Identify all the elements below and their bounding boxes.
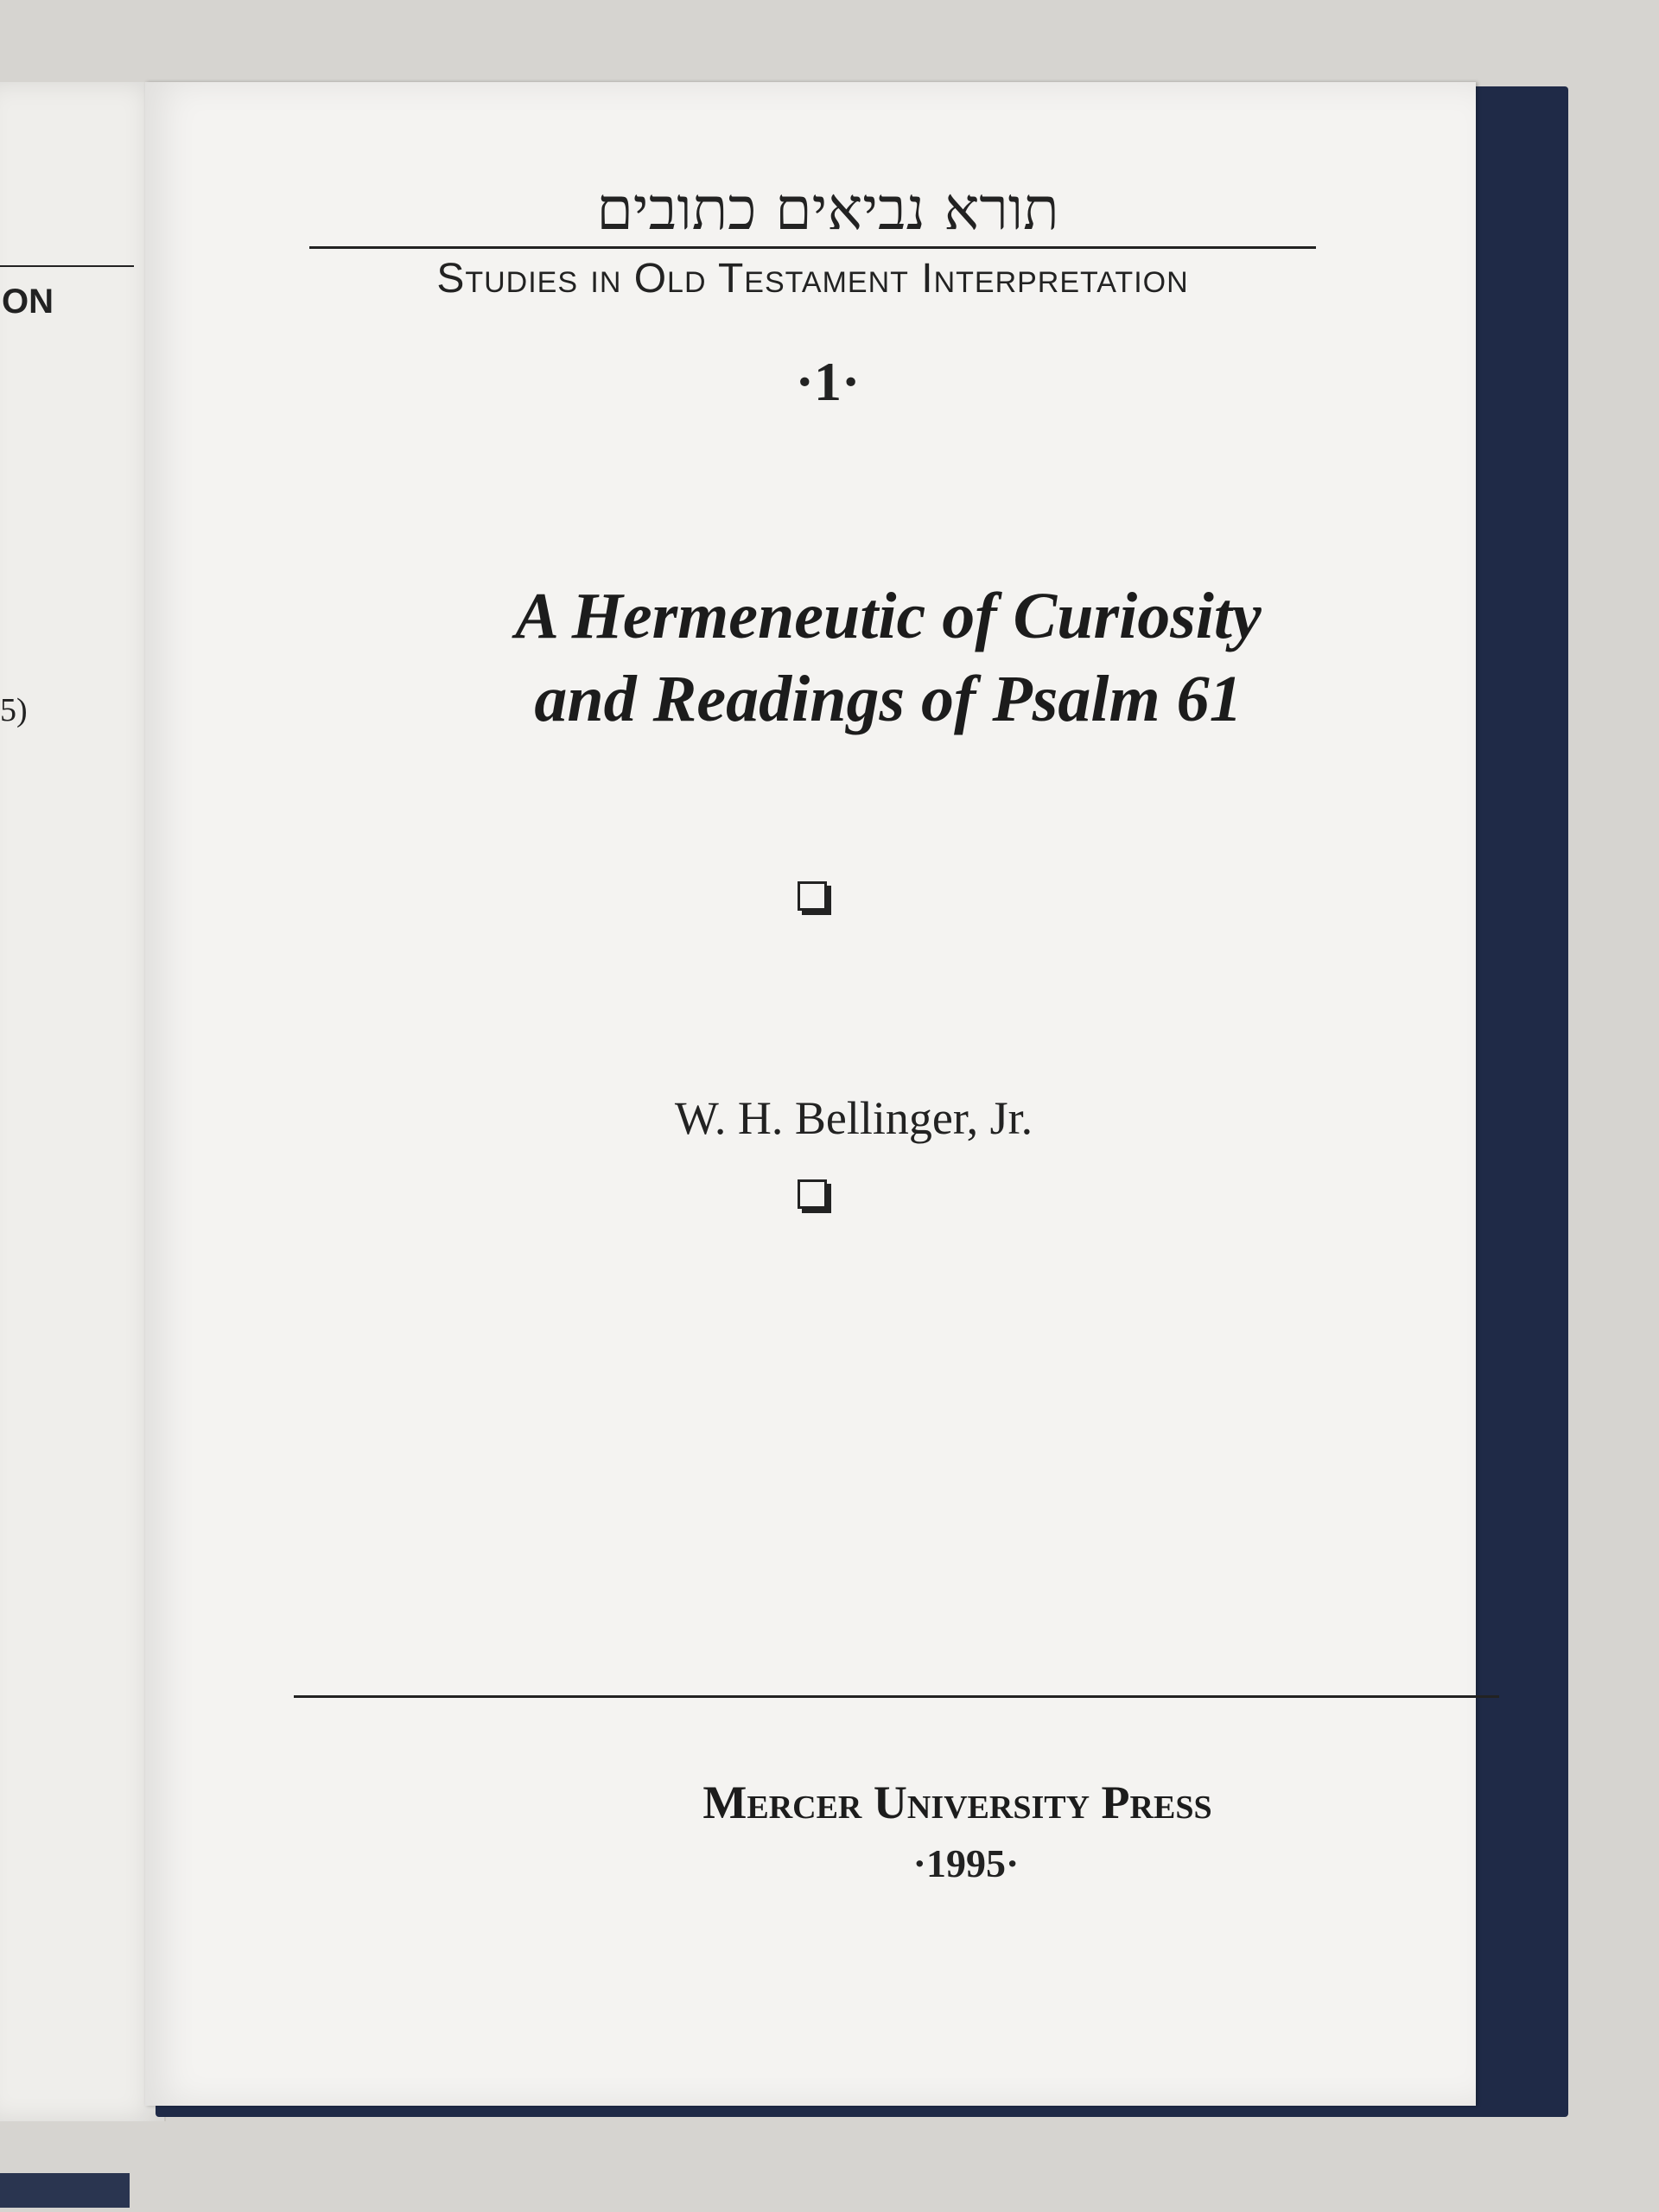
author-name: W. H. Bellinger, Jr. bbox=[674, 1092, 1033, 1144]
left-page-fragment-on: ON bbox=[2, 283, 54, 321]
series-title: Studies in Old Testament Interpretation bbox=[436, 256, 1189, 302]
volume-number: ·1· bbox=[795, 351, 861, 412]
left-page-rule bbox=[0, 265, 134, 267]
series-top-rule bbox=[309, 246, 1316, 249]
book-title bbox=[361, 575, 1415, 741]
book-title-line-1: A Hermeneutic of Curiosity bbox=[515, 580, 1262, 652]
square-ornament-icon bbox=[798, 881, 827, 911]
square-ornament-icon bbox=[798, 1179, 827, 1209]
publication-year: ·1995· bbox=[912, 1841, 1020, 1885]
title-page bbox=[145, 82, 1476, 2106]
publisher-name: Mercer University Press bbox=[702, 1777, 1212, 1828]
left-cover-edge bbox=[0, 2173, 130, 2208]
left-page bbox=[0, 82, 166, 2121]
hebrew-series-title: תורא נביאים כתובים bbox=[596, 175, 1059, 244]
left-page-fragment-number: 5) bbox=[0, 692, 28, 728]
book-title-line-2: and Readings of Psalm 61 bbox=[534, 663, 1243, 735]
publisher-top-rule bbox=[294, 1695, 1499, 1698]
